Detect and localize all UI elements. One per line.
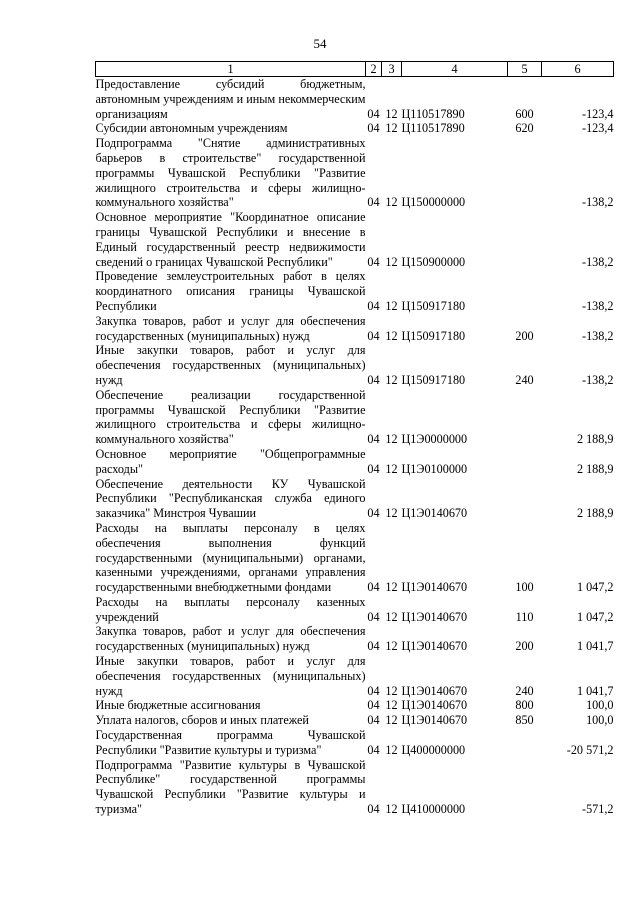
table-header-row xyxy=(96,62,614,77)
column-header: 1 xyxy=(96,62,366,77)
table-body xyxy=(96,77,614,817)
table-row xyxy=(96,728,614,758)
expense-type-cell xyxy=(508,477,542,521)
amount-cell: 100,0 xyxy=(586,698,614,713)
subsection-code-cell: 12 xyxy=(385,254,398,269)
column-header: 6 xyxy=(542,62,614,77)
row-name-cell: Иные бюджетные ассигнования xyxy=(95,698,261,713)
section-code-cell: 04 xyxy=(367,683,380,698)
section-code-cell: 04 xyxy=(367,461,380,476)
table-row xyxy=(96,314,614,344)
row-name-cell: Субсидии автономным учреждениям xyxy=(95,121,288,136)
subsection-code-cell: 12 xyxy=(385,506,398,521)
amount-cell: 100,0 xyxy=(586,713,614,728)
table-row xyxy=(96,521,614,595)
amount-cell: -138,2 xyxy=(582,195,614,210)
target-article-cell: Ц110517890 xyxy=(401,121,465,136)
target-article-cell: Ц1Э0140670 xyxy=(401,580,468,595)
column-header: 4 xyxy=(402,62,508,77)
subsection-code-cell: 12 xyxy=(385,432,398,447)
expense-type-cell xyxy=(508,388,542,447)
section-code-cell: 04 xyxy=(367,121,380,136)
subsection-code-cell: 12 xyxy=(385,106,398,121)
page-number: 54 xyxy=(313,36,327,51)
amount-cell: -138,2 xyxy=(582,298,614,313)
table-row xyxy=(96,136,614,210)
table-row xyxy=(96,210,614,269)
target-article-cell: Ц1Э0140670 xyxy=(401,639,468,654)
expense-type-cell: 620 xyxy=(515,121,534,136)
target-article-cell: Ц1Э0140670 xyxy=(401,713,468,728)
table-row xyxy=(96,654,614,698)
section-code-cell: 04 xyxy=(367,372,380,387)
subsection-code-cell: 12 xyxy=(385,580,398,595)
section-code-cell: 04 xyxy=(367,328,380,343)
target-article-cell: Ц150000000 xyxy=(401,195,466,210)
target-article-cell: Ц1Э0000000 xyxy=(401,432,468,447)
expense-type-cell: 200 xyxy=(515,328,534,343)
row-name-cell: Основное мероприятие "Общепрограммные расходы" xyxy=(95,446,366,476)
amount-cell: 2 188,9 xyxy=(576,461,614,476)
section-code-cell: 04 xyxy=(367,802,380,817)
amount-cell: 2 188,9 xyxy=(576,506,614,521)
row-name-cell: Расходы на выплаты персоналу в целях обеспечения выполнения функций государственными (муниципальными) органами, казенными учреждениями, органами управления государственными внебюджетными фондами xyxy=(95,520,366,595)
expense-type-cell xyxy=(508,758,542,817)
amount-cell: -123,4 xyxy=(582,121,614,136)
budget-table xyxy=(95,61,614,817)
section-code-cell: 04 xyxy=(367,742,380,757)
row-name-cell: Уплата налогов, сборов и иных платежей xyxy=(95,713,309,728)
amount-cell: 1 047,2 xyxy=(576,609,614,624)
row-name-cell: Закупка товаров, работ и услуг для обеспечения государственных (муниципальных) нужд xyxy=(95,313,366,343)
section-code-cell: 04 xyxy=(367,432,380,447)
table-row xyxy=(96,343,614,387)
amount-cell: 1 047,2 xyxy=(576,580,614,595)
target-article-cell: Ц150917180 xyxy=(401,372,466,387)
expense-type-cell: 800 xyxy=(515,698,534,713)
expense-type-cell: 600 xyxy=(515,106,534,121)
target-article-cell: Ц1Э0140670 xyxy=(401,506,468,521)
target-article-cell: Ц1Э0100000 xyxy=(401,461,468,476)
table-row xyxy=(96,595,614,625)
target-article-cell: Ц1Э0140670 xyxy=(401,683,468,698)
subsection-code-cell: 12 xyxy=(385,121,398,136)
row-name-cell: Закупка товаров, работ и услуг для обеспечения государственных (муниципальных) нужд xyxy=(95,624,366,654)
target-article-cell: Ц110517890 xyxy=(401,106,465,121)
expense-type-cell: 240 xyxy=(515,372,534,387)
amount-cell: -138,2 xyxy=(582,254,614,269)
row-name-cell: Обеспечение деятельности КУ Чувашской Республики "Республиканская служба единого заказчика" Минстроя Чувашии xyxy=(95,476,366,521)
subsection-code-cell: 12 xyxy=(385,328,398,343)
subsection-code-cell: 12 xyxy=(385,698,398,713)
table-row xyxy=(96,77,614,122)
section-code-cell: 04 xyxy=(367,639,380,654)
amount-cell: -571,2 xyxy=(582,802,614,817)
row-name-cell: Расходы на выплаты персоналу казенных учреждений xyxy=(95,594,366,624)
amount-cell: -138,2 xyxy=(582,328,614,343)
expense-type-cell: 240 xyxy=(515,683,534,698)
row-name-cell: Подпрограмма "Развитие культуры в Чувашской Республике" государственной программы Чувашской Республики "Развитие культуры и туризма" xyxy=(95,757,366,817)
subsection-code-cell: 12 xyxy=(385,683,398,698)
row-name-cell: Проведение землеустроительных работ в целях координатного описания границы Чувашской Республики xyxy=(95,269,366,313)
column-header: 5 xyxy=(508,62,542,77)
target-article-cell: Ц410000000 xyxy=(401,802,466,817)
row-name-cell: Иные закупки товаров, работ и услуг для обеспечения государственных (муниципальных) нужд xyxy=(95,343,366,387)
section-code-cell: 04 xyxy=(367,580,380,595)
expense-type-cell xyxy=(508,447,542,477)
subsection-code-cell: 12 xyxy=(385,802,398,817)
section-code-cell: 04 xyxy=(367,195,380,210)
subsection-code-cell: 12 xyxy=(385,372,398,387)
row-name-cell: Обеспечение реализации государственной программы Чувашской Республики "Развитие жилищного строительства и сферы жилищно-коммунального хозяйства" xyxy=(95,387,366,447)
target-article-cell: Ц1Э0140670 xyxy=(401,698,468,713)
section-code-cell: 04 xyxy=(367,254,380,269)
target-article-cell: Ц1Э0140670 xyxy=(401,609,468,624)
table-row xyxy=(96,388,614,447)
section-code-cell: 04 xyxy=(367,298,380,313)
section-code-cell: 04 xyxy=(367,713,380,728)
target-article-cell: Ц150917180 xyxy=(401,298,466,313)
table-row xyxy=(96,624,614,654)
subsection-code-cell: 12 xyxy=(385,639,398,654)
expense-type-cell: 850 xyxy=(515,713,534,728)
row-name-cell: Подпрограмма "Снятие административных барьеров в строительстве" государственной программы Чувашской Республики "Развитие жилищного строительства и сферы жилищно-коммунального хозяйства" xyxy=(95,136,366,210)
row-name-cell: Государственная программа Чувашской Республики "Развитие культуры и туризма" xyxy=(95,728,366,757)
amount-cell: -138,2 xyxy=(582,372,614,387)
expense-type-cell xyxy=(508,269,542,313)
subsection-code-cell: 12 xyxy=(385,742,398,757)
section-code-cell: 04 xyxy=(367,698,380,713)
table-row xyxy=(96,477,614,521)
section-code-cell: 04 xyxy=(367,506,380,521)
column-header: 2 xyxy=(366,62,382,77)
expense-type-cell: 200 xyxy=(515,639,534,654)
subsection-code-cell: 12 xyxy=(385,195,398,210)
table-row xyxy=(96,713,614,728)
amount-cell: 1 041,7 xyxy=(576,639,614,654)
amount-cell: -20 571,2 xyxy=(566,742,614,757)
table-row xyxy=(96,121,614,136)
row-name-cell: Основное мероприятие "Координатное описание границы Чувашской Республики и внесение в Единый государственный реестр недвижимости сведений о границах Чувашской Республики" xyxy=(95,210,366,269)
expense-type-cell: 110 xyxy=(515,609,534,624)
row-name-cell: Предоставление субсидий бюджетным, автономным учреждениям и иным некоммерческим организациям xyxy=(95,77,366,121)
table-row xyxy=(96,447,614,477)
section-code-cell: 04 xyxy=(367,609,380,624)
section-code-cell: 04 xyxy=(367,106,380,121)
row-name-cell: Иные закупки товаров, работ и услуг для обеспечения государственных (муниципальных) нужд xyxy=(95,654,366,698)
expense-type-cell: 100 xyxy=(515,580,534,595)
expense-type-cell xyxy=(508,136,542,210)
subsection-code-cell: 12 xyxy=(385,609,398,624)
target-article-cell: Ц150917180 xyxy=(401,328,466,343)
subsection-code-cell: 12 xyxy=(385,461,398,476)
target-article-cell: Ц400000000 xyxy=(401,742,466,757)
expense-type-cell xyxy=(508,728,542,758)
amount-cell: -123,4 xyxy=(582,106,614,121)
table-row xyxy=(96,758,614,817)
expense-type-cell xyxy=(508,210,542,269)
subsection-code-cell: 12 xyxy=(385,713,398,728)
target-article-cell: Ц150900000 xyxy=(401,254,466,269)
table-row xyxy=(96,269,614,313)
amount-cell: 1 041,7 xyxy=(576,683,614,698)
column-header: 3 xyxy=(382,62,402,77)
amount-cell: 2 188,9 xyxy=(576,432,614,447)
subsection-code-cell: 12 xyxy=(385,298,398,313)
table-row xyxy=(96,698,614,713)
